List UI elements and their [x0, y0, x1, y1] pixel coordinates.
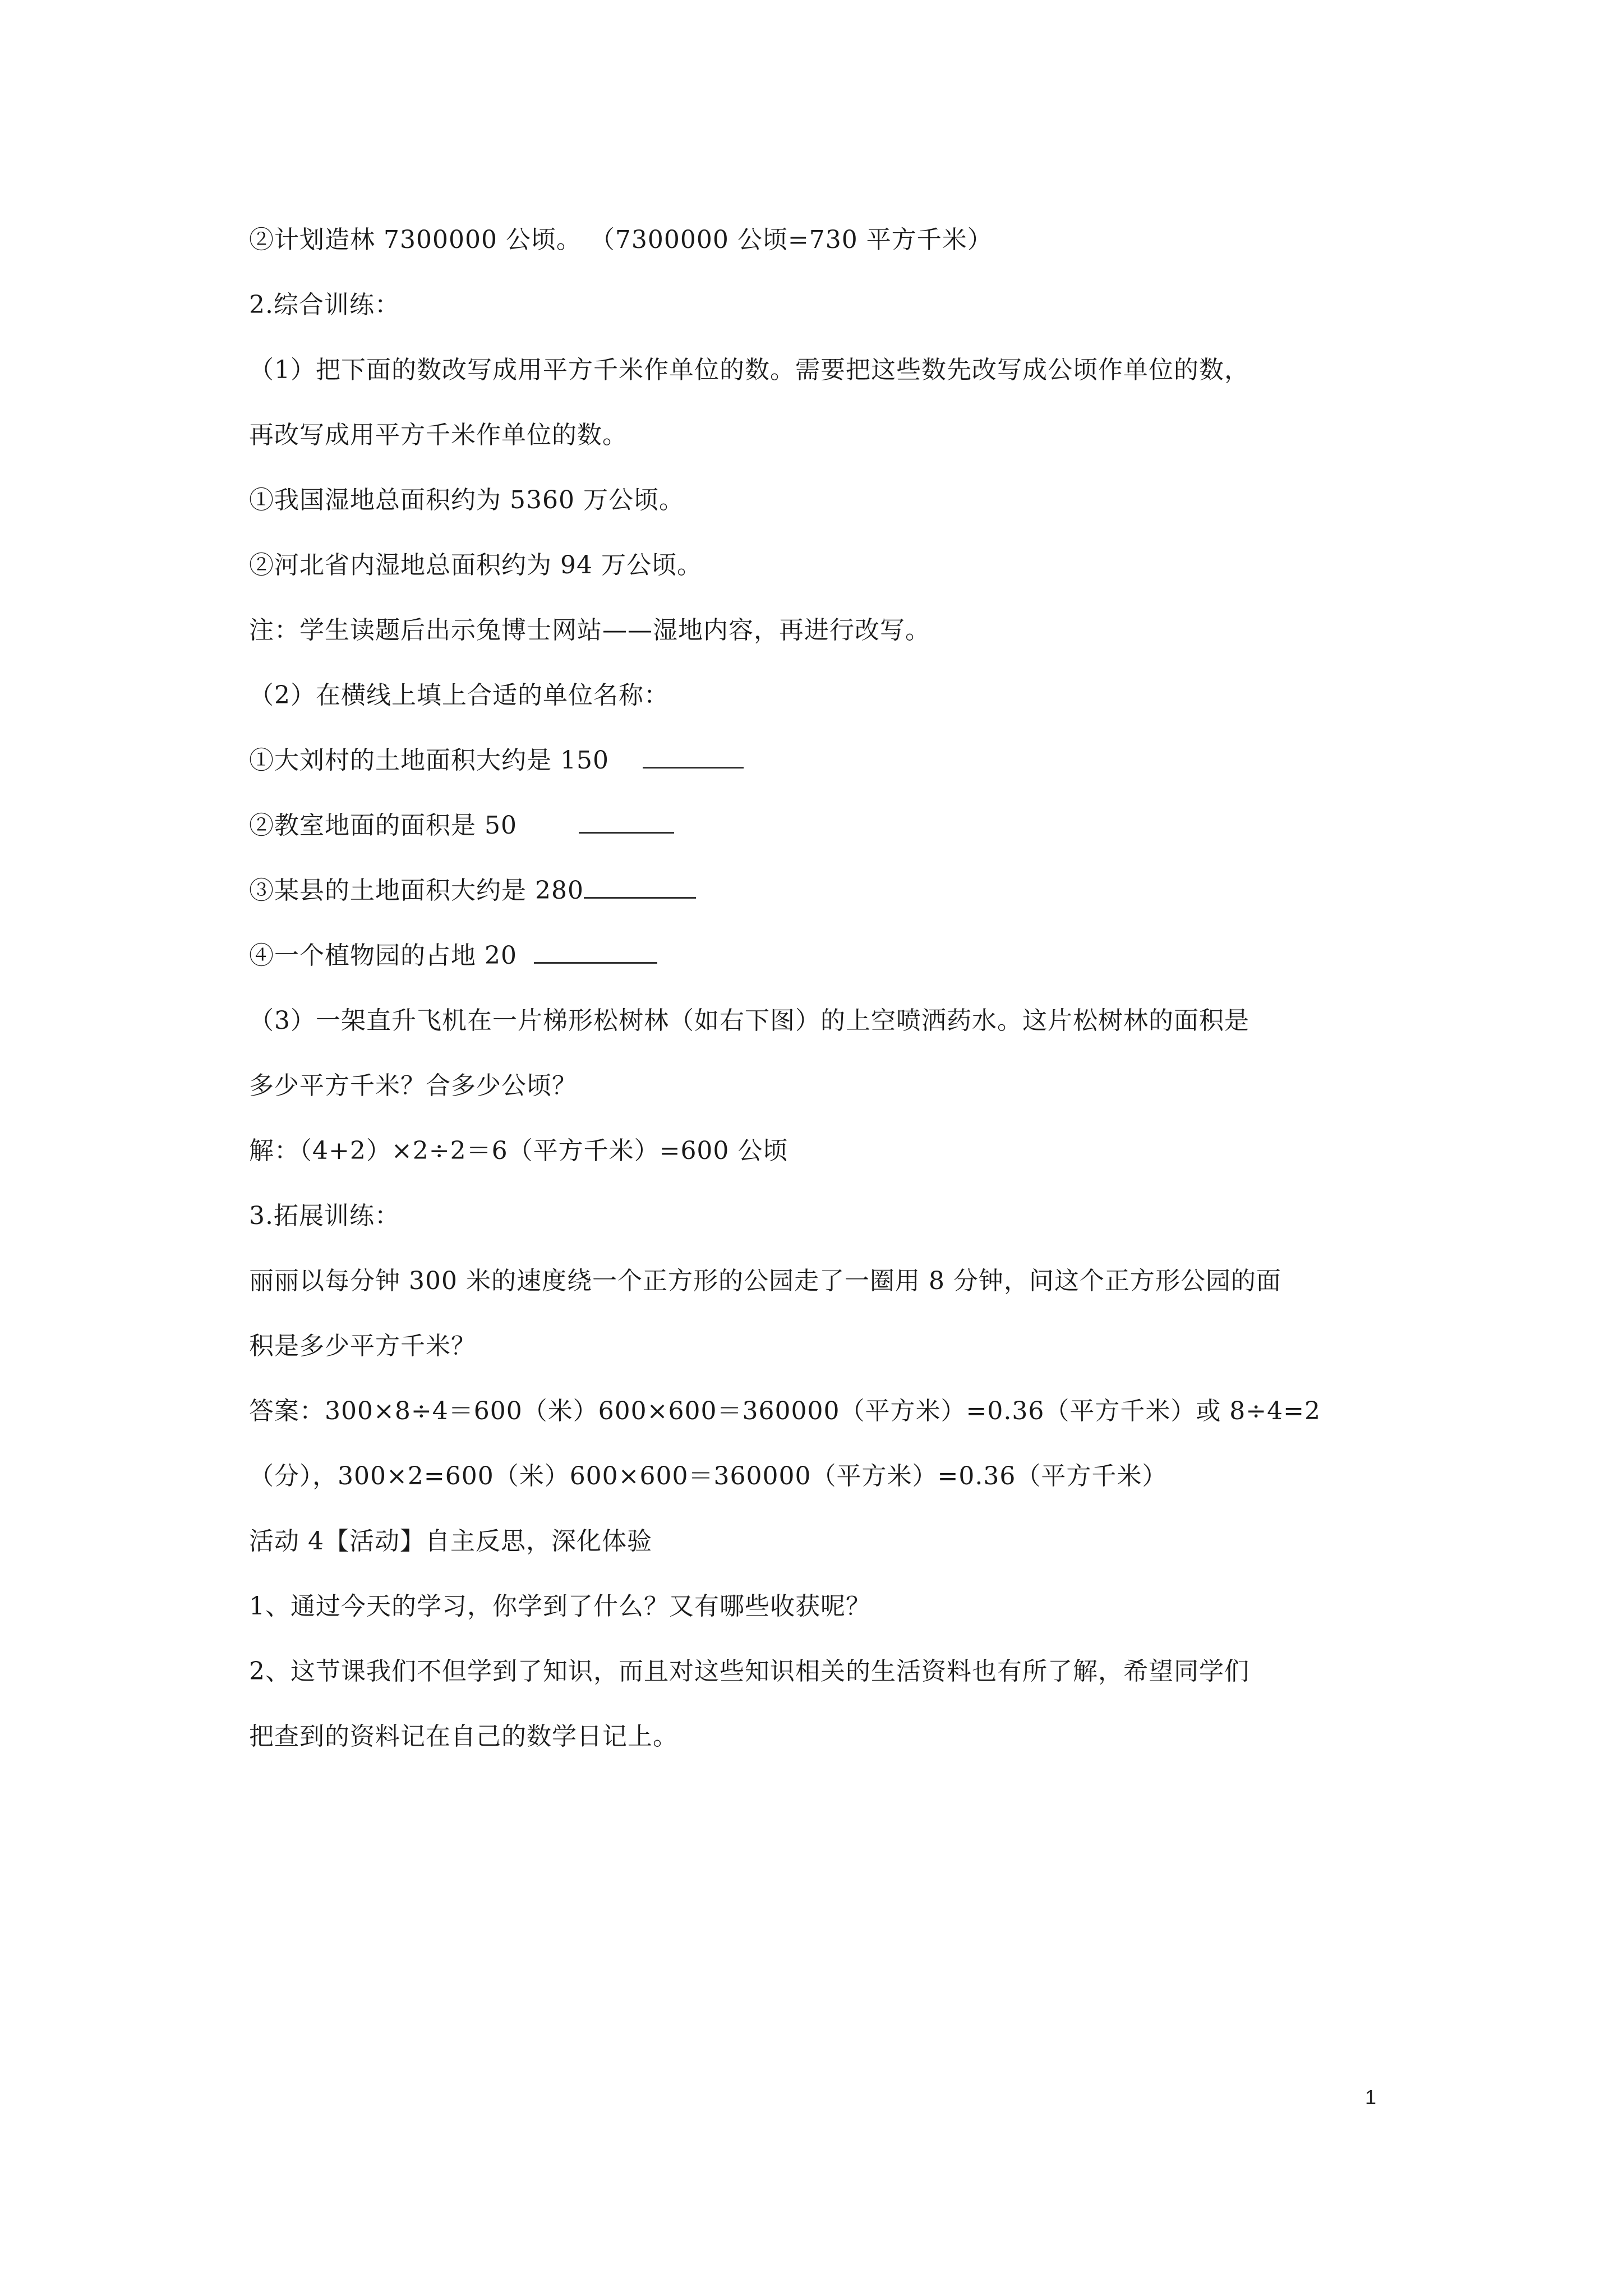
- answer-line: （分），300×2=600（米）600×600＝360000（平方米）=0.36（平方千米）: [249, 1462, 1168, 1490]
- answer-blank: [643, 748, 744, 769]
- text-line: （3）一架直升飞机在一片梯形松树林（如右下图）的上空喷洒药水。这片松树林的面积是: [249, 1006, 1249, 1035]
- text-line: ②计划造林 7300000 公顷。 （7300000 公顷=730 平方千米）: [249, 226, 993, 254]
- text-line: 把查到的资料记在自己的数学日记上。: [249, 1722, 678, 1751]
- activity-heading: 活动 4【活动】自主反思，深化体验: [249, 1527, 652, 1556]
- fill-blank-line: [249, 728, 1393, 793]
- fill-blank-line: [249, 793, 1393, 858]
- text-line: 2、这节课我们不但学到了知识，而且对这些知识相关的生活资料也有所了解，希望同学们: [249, 1657, 1249, 1686]
- solution-line: 解：（4+2）×2÷2＝6（平方千米）=600 公顷: [249, 1137, 789, 1165]
- text-line: 再改写成用平方千米作单位的数。: [249, 421, 628, 449]
- answer-blank: [534, 943, 657, 964]
- text-line: （2）在横线上填上合适的单位名称：: [249, 681, 669, 710]
- fill-blank-text: ④一个植物园的占地 20: [249, 941, 517, 970]
- text-line: 1、通过今天的学习，你学到了什么？又有哪些收获呢？: [249, 1592, 871, 1621]
- section-heading: 2.综合训练：: [249, 291, 400, 319]
- text-line: 多少平方千米？合多少公顷？: [249, 1071, 577, 1100]
- answer-blank: [579, 813, 674, 834]
- fill-blank-text: ②教室地面的面积是 50: [249, 811, 517, 840]
- section-heading: 3.拓展训练：: [249, 1202, 400, 1230]
- text-line: 积是多少平方千米？: [249, 1332, 476, 1360]
- text-line: ①我国湿地总面积约为 5360 万公顷。: [249, 486, 684, 514]
- text-line: （1）把下面的数改写成用平方千米作单位的数。需要把这些数先改写成公顷作单位的数，: [249, 356, 1249, 384]
- note-line: 注：学生读题后出示兔博士网站——湿地内容，再进行改写。: [249, 616, 930, 645]
- answer-line: 答案：300×8÷4＝600（米）600×600＝360000（平方米）=0.36（平方千米）或 8÷4=2: [249, 1397, 1321, 1425]
- text-line: 丽丽以每分钟 300 米的速度绕一个正方形的公园走了一圈用 8 分钟，问这个正方形公园的面: [249, 1267, 1281, 1295]
- text-line: ②河北省内湿地总面积约为 94 万公顷。: [249, 551, 702, 579]
- fill-blank-line: [249, 858, 1393, 923]
- fill-blank-text: ③某县的土地面积大约是 280: [249, 876, 584, 905]
- answer-blank: [584, 878, 696, 899]
- page-number: 1: [1365, 2086, 1377, 2109]
- fill-blank-text: ①大刘村的土地面积大约是 150: [249, 746, 609, 775]
- document-body: [249, 208, 1393, 1769]
- fill-blank-line: [249, 923, 1393, 988]
